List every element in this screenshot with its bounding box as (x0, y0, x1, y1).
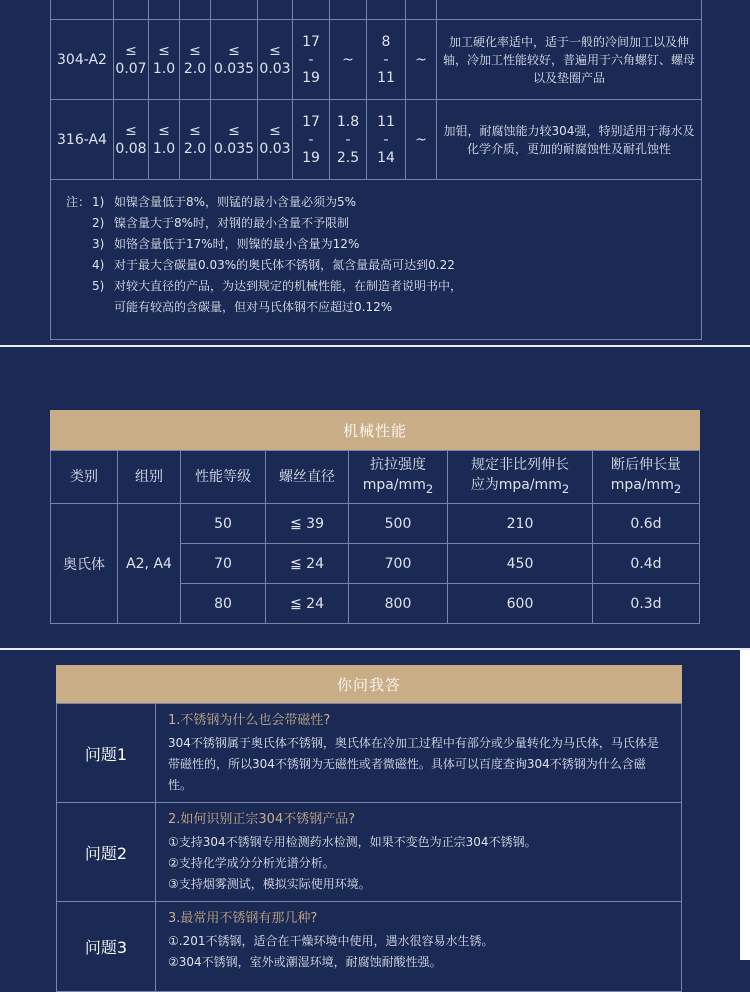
ni-cell: 11 - 14 (367, 100, 406, 180)
mechanical-title-bar (50, 410, 700, 450)
qa-title: 你问我答 (336, 675, 401, 694)
answer-line: ①支持304不锈钢专用检测药水检测，如果不变色为正宗304不锈钢。 (168, 835, 537, 849)
answer-cell (156, 902, 682, 992)
answer-cell (156, 803, 682, 902)
mn-cell: ≤ 2.0 (180, 20, 211, 100)
grade-cell: 80 (181, 584, 266, 624)
group-cell: A2, A4 (118, 504, 181, 624)
grade-cell: 70 (181, 544, 266, 584)
question-label: 问题2 (57, 803, 156, 902)
question-text: 1.不锈钢为什么也会带磁性? (168, 713, 331, 728)
tensile-cell: 500 (349, 504, 448, 544)
elongation-cell: 0.4d (593, 544, 700, 584)
description-cell: 加工硬化率适中，适于一般的冷间加工以及伸轴，冷加工性能较好，普遍用于六角螺钉、螺母以及垫圈产品 (437, 20, 702, 100)
note-item: 5) 对较大直径的产品，为达到规定的机械性能，在制造者说明书中， (92, 279, 463, 293)
mechanical-table (50, 450, 700, 624)
cr-cell: 17 - 19 (293, 20, 330, 100)
si-cell: ≤ 1.0 (149, 100, 180, 180)
description-cell: 加钼，耐腐蚀能力较304强，特别适用于海水及化学介质，更加的耐腐蚀性及耐孔蚀性 (437, 100, 702, 180)
mn-cell: ≤ 2.0 (180, 100, 211, 180)
yield-cell: 450 (448, 544, 593, 584)
thread-cell: ≦ 24 (266, 584, 349, 624)
table-row (51, 20, 702, 100)
p-cell: ≤ 0.035 (211, 20, 258, 100)
elongation-cell: 0.6d (593, 504, 700, 544)
table-header-row-cut (51, 0, 702, 20)
header-grade: 性能等级 (181, 451, 266, 504)
section-divider (0, 648, 750, 650)
answer-line: ③支持烟雾测试，模拟实际使用环境。 (168, 877, 371, 891)
answer-line: ②304不锈钢，室外或潮湿环境，耐腐蚀耐酸性强。 (168, 955, 442, 969)
section-divider (0, 345, 750, 347)
answer-text: 304不锈钢属于奥氏体不锈钢，奥氏体在冷加工过程中有部分或少量转化为马氏体，马氏体是带磁性的，所以304不锈钢为无磁性或者微磁性。具体可以百度查询304不锈钢为什么含磁性。 (168, 736, 659, 792)
qa-title-bar (56, 665, 682, 703)
header-elongation: 断后伸长量 mpa/$mm_2$ (593, 451, 700, 504)
grade-cell: 50 (181, 504, 266, 544)
header-yield: 规定非比列伸长 应为mpa/$mm_2$ (448, 451, 593, 504)
question-text: 2.如何识别正宗304不锈钢产品? (168, 812, 356, 827)
note-item: 注： 1) 如镍含量低于8%，则锰的最小含量必须为5% (66, 195, 357, 209)
answer-cell (156, 704, 682, 803)
notes-block (66, 192, 462, 318)
elongation-cell: 0.3d (593, 584, 700, 624)
thread-cell: ≦ 39 (266, 504, 349, 544)
question-text: 3.最常用不锈钢有那几种? (168, 911, 318, 926)
header-thread: 螺丝直径 (266, 451, 349, 504)
c-cell: ≤ 0.08 (114, 100, 149, 180)
mechanical-title: 机械性能 (342, 421, 407, 440)
s-cell: ≤ 0.03 (258, 20, 293, 100)
cu-cell: ~ (406, 20, 437, 100)
cu-cell: ~ (406, 100, 437, 180)
yield-cell: 600 (448, 584, 593, 624)
question-label: 问题3 (57, 902, 156, 992)
note-item: 可能有较高的含碳量，但对马氏体钢不应超过0.12% (114, 300, 393, 314)
category-cell: 奥氏体 (51, 504, 118, 624)
qa-table (56, 703, 682, 992)
c-cell: ≤ 0.07 (114, 20, 149, 100)
mo-cell: 1.8 - 2.5 (330, 100, 367, 180)
table-header-row (51, 451, 700, 504)
qa-row (57, 902, 682, 992)
note-item: 4) 对于最大含碳量0.03%的奥氏体不锈钢，氮含量最高可达到0.22 (92, 258, 455, 272)
qa-row (57, 704, 682, 803)
answer-line: ②支持化学成分分析光谱分析。 (168, 856, 335, 870)
ni-cell: 8 - 11 (367, 20, 406, 100)
p-cell: ≤ 0.035 (211, 100, 258, 180)
grade-cell: 316-A4 (51, 100, 114, 180)
cr-cell: 17 - 19 (293, 100, 330, 180)
table-row (51, 504, 700, 544)
header-tensile: 抗拉强度 mpa/$mm_2$ (349, 451, 448, 504)
header-group: 组别 (118, 451, 181, 504)
qa-row (57, 803, 682, 902)
s-cell: ≤ 0.03 (258, 100, 293, 180)
yield-cell: 210 (448, 504, 593, 544)
question-label: 问题1 (57, 704, 156, 803)
note-item: 3) 如铬含量低于17%时，则镍的最小含量为12% (92, 237, 360, 251)
table-row (51, 100, 702, 180)
thread-cell: ≦ 24 (266, 544, 349, 584)
tensile-cell: 800 (349, 584, 448, 624)
grade-cell: 304-A2 (51, 20, 114, 100)
edge-strip (740, 650, 750, 960)
si-cell: ≤ 1.0 (149, 20, 180, 100)
header-category: 类别 (51, 451, 118, 504)
note-item: 2) 镍含量大于8%时，对钢的最小含量不予限制 (92, 216, 350, 230)
mo-cell: ~ (330, 20, 367, 100)
answer-line: ①.201不锈钢，适合在干燥环境中使用，遇水很容易水生锈。 (168, 934, 494, 948)
tensile-cell: 700 (349, 544, 448, 584)
